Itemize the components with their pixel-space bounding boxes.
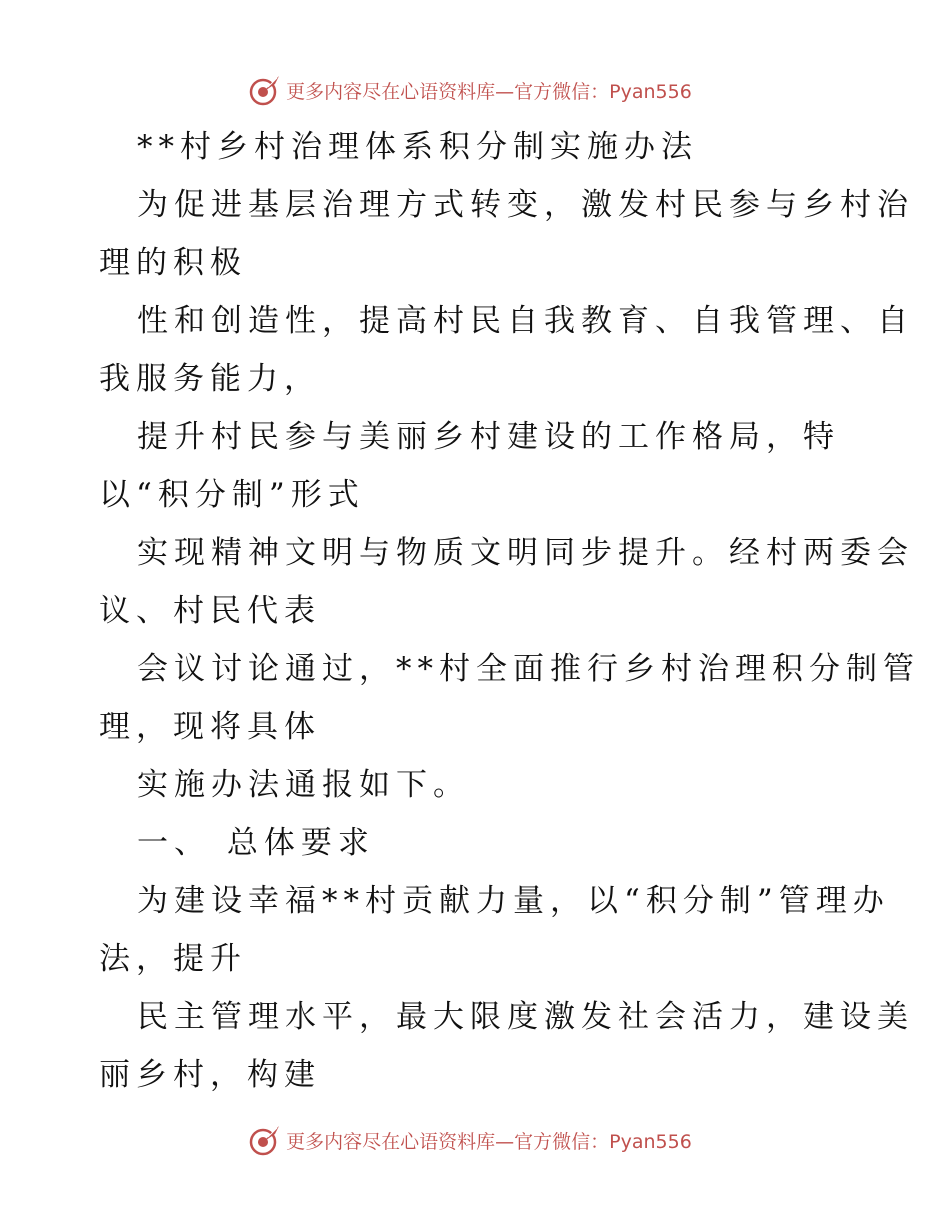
paragraph-line: 为建设幸福**村贡献力量，以“积分制”管理办 xyxy=(137,883,890,919)
watermark-text: 更多内容尽在心语资料库—官方微信：Pyan556 xyxy=(286,1130,692,1153)
footer-watermark xyxy=(0,1120,950,1160)
paragraph-line: 民主管理水平，最大限度激发社会活力，建设美 xyxy=(137,999,914,1035)
paragraph-line: 我服务能力， xyxy=(99,361,321,397)
paragraph-line: 议、村民代表 xyxy=(99,593,321,629)
section-heading: 一、 总体要求 xyxy=(137,825,375,861)
paragraph-line: 为促进基层治理方式转变，激发村民参与乡村治 xyxy=(137,187,914,223)
paragraph-line: 实施办法通报如下。 xyxy=(137,767,470,803)
paragraph-line: 会议讨论通过，**村全面推行乡村治理积分制管 xyxy=(137,651,920,687)
watermark-text: 更多内容尽在心语资料库—官方微信：Pyan556 xyxy=(286,80,692,103)
paragraph-line: 理的积极 xyxy=(99,245,247,281)
paragraph-line: 性和创造性，提高村民自我教育、自我管理、自 xyxy=(137,303,914,339)
paragraph-line: 实现精神文明与物质文明同步提升。经村两委会 xyxy=(137,535,914,571)
paragraph-line: 提升村民参与美丽乡村建设的工作格局，特 xyxy=(137,419,840,455)
paragraph-line: 丽乡村，构建 xyxy=(99,1057,321,1093)
paragraph-line: 法，提升 xyxy=(99,941,247,977)
paragraph-line: 理，现将具体 xyxy=(99,709,321,745)
paragraph-line: 以“积分制”形式 xyxy=(99,477,365,513)
document-title: **村乡村治理体系积分制实施办法 xyxy=(137,129,698,165)
quill-seal-icon xyxy=(248,1123,282,1157)
